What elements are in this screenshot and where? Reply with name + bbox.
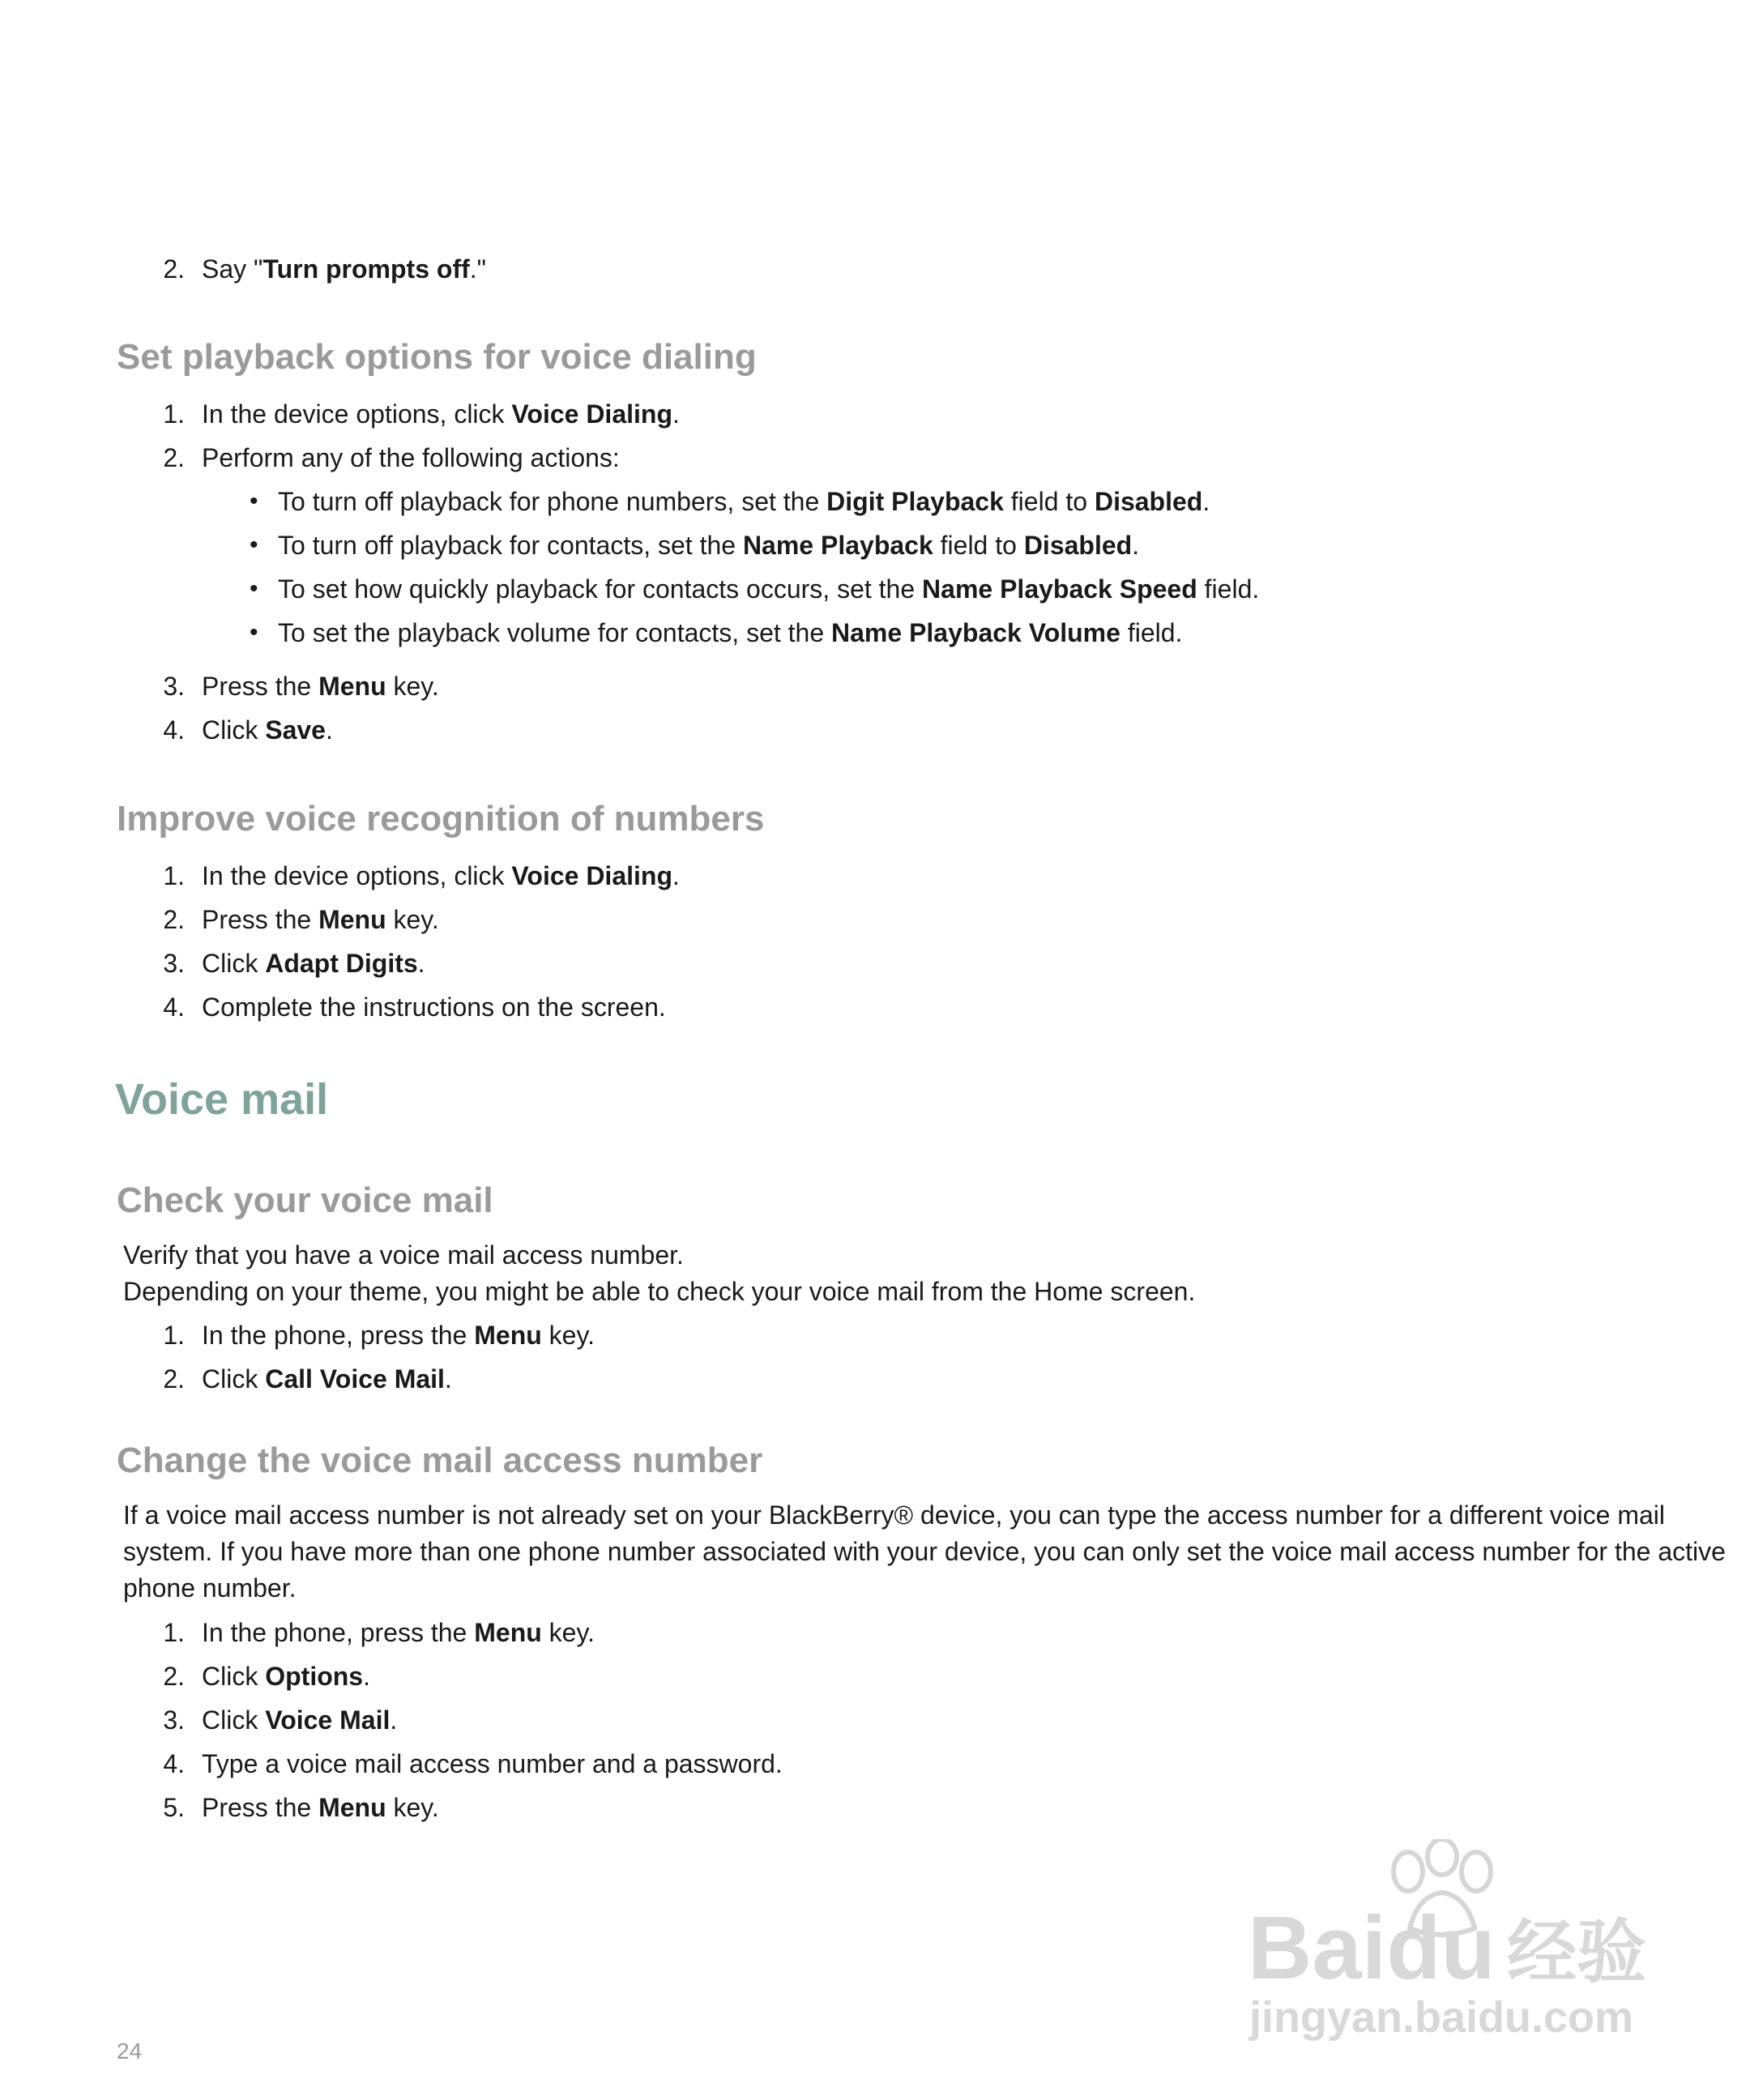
heading-set-playback-options: Set playback options for voice dialing [117,337,757,377]
watermark-brand: Baidu [1248,1898,1496,1998]
heading-check-voice-mail: Check your voice mail [117,1180,493,1220]
bullet-dot: • [250,575,258,602]
step-number: 1. [163,861,185,890]
step-text: Click Voice Mail. [202,1705,398,1735]
step-number: 2. [163,254,185,284]
step-text: In the device options, click Voice Dialing. [202,399,680,429]
paragraph-verify: Verify that you have a voice mail access number. [123,1240,684,1270]
step-text: Press the Menu key. [202,905,439,934]
step-text: Type a voice mail access number and a password. [202,1749,783,1778]
step-text: Click Save. [202,715,333,745]
paragraph-access-line-2: system. If you have more than one phone number associated with your device, you can only set the voice mail access number for the active [123,1537,1726,1566]
paragraph-access-line-3: phone number. [123,1573,297,1603]
step-number: 1. [163,1321,185,1350]
step-number: 5. [163,1793,185,1822]
bullet-text: To turn off playback for contacts, set the Name Playback field to Disabled. [278,531,1140,560]
heading-improve-voice-recognition: Improve voice recognition of numbers [117,799,765,839]
bullet-text: To turn off playback for phone numbers, set the Digit Playback field to Disabled. [278,487,1210,516]
step-number: 4. [163,992,185,1022]
step-number: 4. [163,715,185,745]
step-text: Say "Turn prompts off." [202,254,486,284]
paragraph-access-line-1: If a voice mail access number is not already set on your BlackBerry® device, you can type the access number for a different voice mail [123,1500,1665,1530]
step-text: In the phone, press the Menu key. [202,1618,595,1647]
step-text: Click Call Voice Mail. [202,1364,452,1394]
step-number: 3. [163,672,185,701]
step-text: Press the Menu key. [202,672,439,701]
step-number: 4. [163,1749,185,1778]
step-text: In the device options, click Voice Dialing. [202,861,680,890]
step-number: 1. [163,1618,185,1647]
page-number: 24 [117,2038,143,2064]
step-number: 2. [163,443,185,472]
step-number: 2. [163,1662,185,1691]
step-number: 3. [163,1705,185,1735]
step-text: Click Options. [202,1662,370,1691]
bullet-dot: • [250,619,258,646]
step-number: 1. [163,399,185,429]
chapter-title-voice-mail: Voice mail [115,1075,329,1124]
step-text: Perform any of the following actions: [202,443,620,472]
watermark-url: jingyan.baidu.com [1249,1993,1634,2042]
step-text: Click Adapt Digits. [202,949,425,978]
bullet-text: To set the playback volume for contacts, set the Name Playback Volume field. [278,618,1183,647]
step-text: Complete the instructions on the screen. [202,992,666,1022]
step-number: 2. [163,1364,185,1394]
watermark-cn: 经验 [1507,1914,1646,1991]
paragraph-theme: Depending on your theme, you might be able to check your voice mail from the Home screen. [123,1277,1196,1306]
step-number: 2. [163,905,185,934]
step-number: 3. [163,949,185,978]
bullet-dot: • [250,531,258,558]
step-text: Press the Menu key. [202,1793,439,1822]
step-text: In the phone, press the Menu key. [202,1321,595,1350]
heading-change-access-number: Change the voice mail access number [117,1441,763,1480]
bullet-text: To set how quickly playback for contacts occurs, set the Name Playback Speed field. [278,574,1260,604]
bullet-dot: • [250,488,258,514]
